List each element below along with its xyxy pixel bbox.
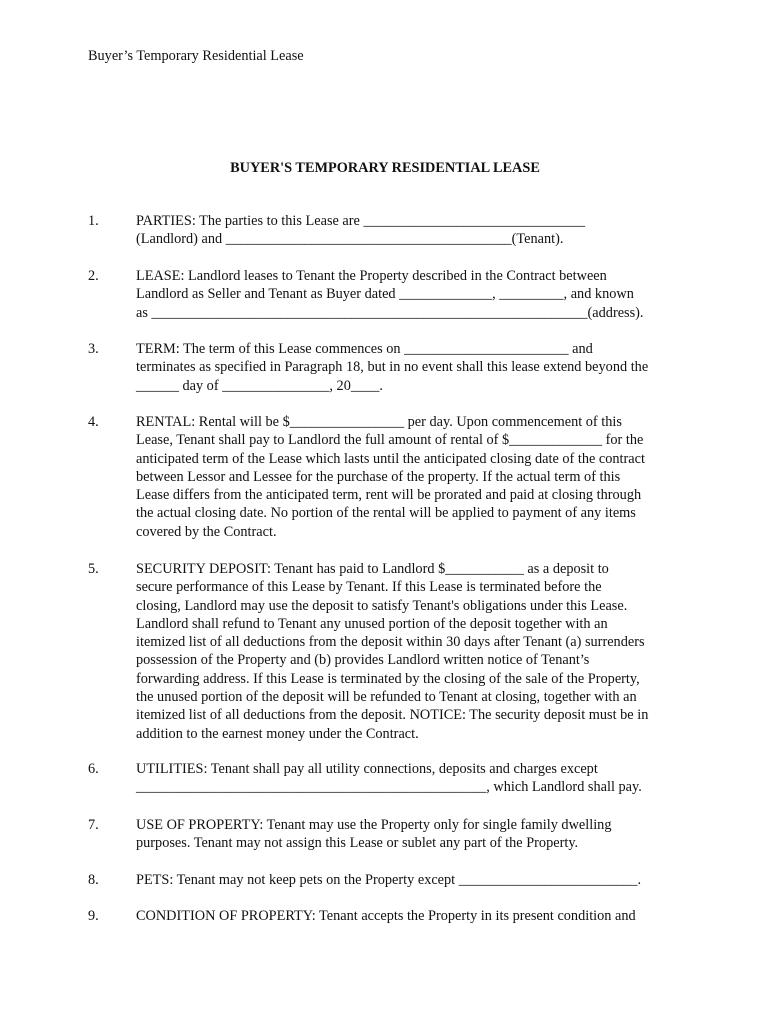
clause-line: Landlord as Seller and Tenant as Buyer dated _____________, _________, and known xyxy=(136,286,634,303)
document-title: BUYER'S TEMPORARY RESIDENTIAL LEASE xyxy=(230,160,540,176)
clause-line: secure performance of this Lease by Tenant. If this Lease is terminated before the xyxy=(136,579,602,596)
clause-line: between Lessor and Lessee for the purchase of the property. If the actual term of this xyxy=(136,468,621,485)
clause-text xyxy=(136,340,696,395)
clause-line: Landlord shall refund to Tenant any unused portion of the deposit together with an xyxy=(136,615,608,632)
clause-line: itemized list of all deductions from the deposit. NOTICE: The security deposit must be in xyxy=(136,707,649,724)
clause-text xyxy=(136,816,696,853)
clause-number: 9. xyxy=(88,908,99,924)
clause-line: PETS: Tenant may not keep pets on the Property except _________________________. xyxy=(136,872,642,888)
clause-text xyxy=(136,560,696,743)
clause-text xyxy=(136,907,696,925)
clause-line: closing, Landlord may use the deposit to satisfy Tenant's obligations under this Lease. xyxy=(136,597,628,614)
clause-line: RENTAL: Rental will be $________________ per day. Upon commencement of this xyxy=(136,414,622,430)
clause-number: 5. xyxy=(88,561,99,577)
clause-text xyxy=(136,212,696,249)
clause-line: ______ day of _______________, 20____. xyxy=(136,377,384,394)
running-header: Buyer’s Temporary Residential Lease xyxy=(88,48,304,64)
clause-line: PARTIES: The parties to this Lease are _______________________________ xyxy=(136,213,586,229)
clause-line: Lease, Tenant shall pay to Landlord the full amount of rental of $_____________ for the xyxy=(136,432,644,449)
clause-number: 4. xyxy=(88,414,99,430)
clause-line: UTILITIES: Tenant shall pay all utility connections, deposits and charges except xyxy=(136,761,598,777)
clause-line: anticipated term of the Lease which lasts until the anticipated closing date of the contract xyxy=(136,450,645,467)
clause-number: 6. xyxy=(88,761,99,777)
clause-line: Lease differs from the anticipated term, rent will be prorated and paid at closing through xyxy=(136,487,642,504)
clause-line: USE OF PROPERTY: Tenant may use the Property only for single family dwelling xyxy=(136,817,612,833)
clause-line: TERM: The term of this Lease commences on _______________________ and xyxy=(136,341,593,357)
clause-line: forwarding address. If this Lease is terminated by the closing of the sale of the Property, xyxy=(136,670,640,687)
clause-line: LEASE: Landlord leases to Tenant the Property described in the Contract between xyxy=(136,268,607,284)
clause-line: itemized list of all deductions from the deposit within 30 days after Tenant (a) surrenders xyxy=(136,634,645,651)
clause-line: covered by the Contract. xyxy=(136,523,277,540)
clause-line: purposes. Tenant may not assign this Lease or sublet any part of the Property. xyxy=(136,835,579,852)
clause-line: terminates as specified in Paragraph 18, but in no event shall this lease extend beyond the xyxy=(136,359,649,376)
clause-text xyxy=(136,413,696,541)
clause-line: SECURITY DEPOSIT: Tenant has paid to Landlord $___________ as a deposit to xyxy=(136,561,609,577)
clause-number: 1. xyxy=(88,213,99,229)
clause-number: 8. xyxy=(88,872,99,888)
clause-line: (Landlord) and ________________________________________(Tenant). xyxy=(136,231,564,248)
clause-line: CONDITION OF PROPERTY: Tenant accepts the Property in its present condition and xyxy=(136,908,636,924)
clause-line: addition to the earnest money under the Contract. xyxy=(136,725,419,742)
clause-number: 3. xyxy=(88,341,99,357)
clause-line: as _____________________________________________________________(address). xyxy=(136,304,644,321)
clause-number: 7. xyxy=(88,817,99,833)
clause-text xyxy=(136,760,696,797)
clause-text xyxy=(136,267,696,322)
clause-line: possession of the Property and (b) provides Landlord written notice of Tenant’s xyxy=(136,652,590,669)
clause-text xyxy=(136,871,696,889)
clause-number: 2. xyxy=(88,268,99,284)
clause-line: the unused portion of the deposit will be refunded to Tenant at closing, together with an xyxy=(136,689,637,706)
clause-line: the actual closing date. No portion of the rental will be applied to payment of any items xyxy=(136,505,636,522)
clause-line: _________________________________________________, which Landlord shall pay. xyxy=(136,779,642,796)
